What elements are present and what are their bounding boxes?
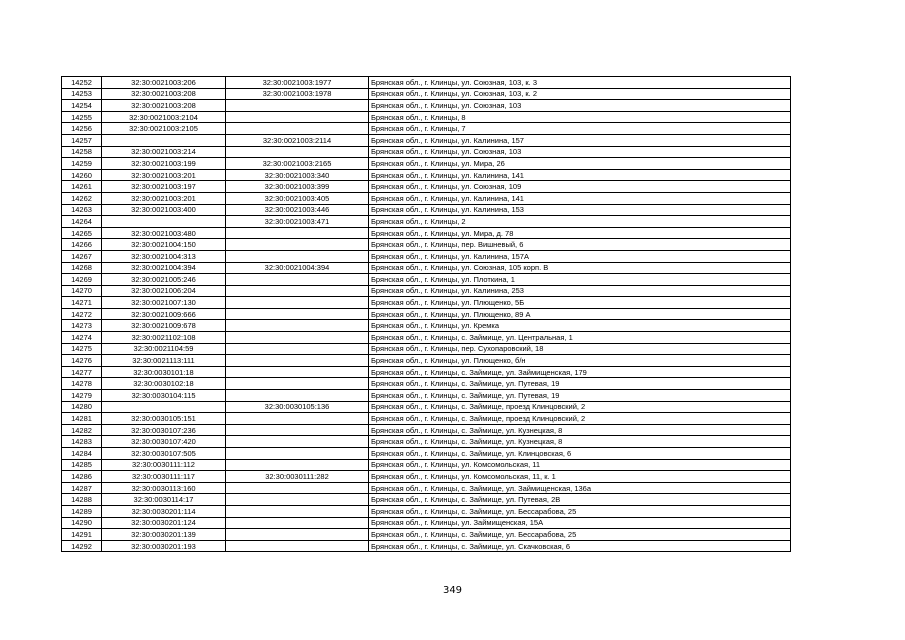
address-cell: Брянская обл., г. Клинцы, ул. Кремка <box>369 320 791 332</box>
address-cell: Брянская обл., г. Клинцы, ул. Комсомольская, 11, к. 1 <box>369 471 791 483</box>
related-cadastral-number-cell <box>226 297 369 309</box>
registry-table-body <box>62 77 791 552</box>
related-cadastral-number-cell <box>226 436 369 448</box>
related-cadastral-number-cell: 32:30:0021003:446 <box>226 204 369 216</box>
cadastral-number-cell: 32:30:0021007:130 <box>102 297 226 309</box>
address-cell: Брянская обл., г. Клинцы, с. Займище, ул. Клинцовская, 6 <box>369 448 791 460</box>
page-number: 349 <box>442 585 463 596</box>
row-number-cell: 14286 <box>62 471 102 483</box>
row-number-cell: 14278 <box>62 378 102 390</box>
related-cadastral-number-cell: 32:30:0021004:394 <box>226 262 369 274</box>
cadastral-number-cell: 32:30:0021003:480 <box>102 227 226 239</box>
table-row <box>62 540 791 552</box>
address-cell: Брянская обл., г. Клинцы, с. Займище, ул. Кузнецкая, 8 <box>369 424 791 436</box>
address-cell: Брянская обл., г. Клинцы, с. Займище, проезд Клинцовский, 2 <box>369 401 791 413</box>
related-cadastral-number-cell <box>226 378 369 390</box>
cadastral-number-cell: 32:30:0021004:313 <box>102 250 226 262</box>
cadastral-number-cell: 32:30:0021003:208 <box>102 88 226 100</box>
cadastral-number-cell: 32:30:0030201:124 <box>102 517 226 529</box>
address-cell: Брянская обл., г. Клинцы, с. Займище, ул. Займищенская, 179 <box>369 366 791 378</box>
address-cell: Брянская обл., г. Клинцы, с. Займище, ул. Путевая, 2В <box>369 494 791 506</box>
address-cell: Брянская обл., г. Клинцы, 8 <box>369 111 791 123</box>
cadastral-number-cell: 32:30:0021003:201 <box>102 169 226 181</box>
row-number-cell: 14257 <box>62 134 102 146</box>
address-cell: Брянская обл., г. Клинцы, с. Займище, ул. Бессарабова, 25 <box>369 529 791 541</box>
cadastral-number-cell: 32:30:0030111:117 <box>102 471 226 483</box>
table-row <box>62 332 791 344</box>
cadastral-number-cell: 32:30:0021009:666 <box>102 308 226 320</box>
table-row <box>62 320 791 332</box>
table-row <box>62 111 791 123</box>
cadastral-number-cell: 32:30:0021005:246 <box>102 274 226 286</box>
cadastral-number-cell: 32:30:0021003:206 <box>102 77 226 89</box>
related-cadastral-number-cell <box>226 517 369 529</box>
row-number-cell: 14262 <box>62 192 102 204</box>
row-number-cell: 14254 <box>62 100 102 112</box>
cadastral-number-cell: 32:30:0021102:108 <box>102 332 226 344</box>
address-cell: Брянская обл., г. Клинцы, с. Займище, ул. Бессарабова, 25 <box>369 505 791 517</box>
related-cadastral-number-cell <box>226 505 369 517</box>
related-cadastral-number-cell <box>226 424 369 436</box>
address-cell: Брянская обл., г. Клинцы, ул. Плющенко, 5Б <box>369 297 791 309</box>
row-number-cell: 14258 <box>62 146 102 158</box>
cadastral-number-cell <box>102 134 226 146</box>
related-cadastral-number-cell <box>226 239 369 251</box>
row-number-cell: 14259 <box>62 158 102 170</box>
row-number-cell: 14263 <box>62 204 102 216</box>
table-row <box>62 459 791 471</box>
address-cell: Брянская обл., г. Клинцы, с. Займище, ул. Центральная, 1 <box>369 332 791 344</box>
table-row <box>62 123 791 135</box>
cadastral-number-cell <box>102 216 226 228</box>
cadastral-number-cell: 32:30:0021113:111 <box>102 355 226 367</box>
related-cadastral-number-cell <box>226 366 369 378</box>
address-cell: Брянская обл., г. Клинцы, ул. Калинина, 157 <box>369 134 791 146</box>
row-number-cell: 14280 <box>62 401 102 413</box>
cadastral-number-cell: 32:30:0021004:394 <box>102 262 226 274</box>
address-cell: Брянская обл., г. Клинцы, с. Займище, проезд Клинцовский, 2 <box>369 413 791 425</box>
cadastral-number-cell: 32:30:0030107:505 <box>102 448 226 460</box>
row-number-cell: 14276 <box>62 355 102 367</box>
related-cadastral-number-cell <box>226 123 369 135</box>
cadastral-number-cell: 32:30:0021009:678 <box>102 320 226 332</box>
address-cell: Брянская обл., г. Клинцы, ул. Союзная, 109 <box>369 181 791 193</box>
related-cadastral-number-cell <box>226 146 369 158</box>
table-row <box>62 494 791 506</box>
row-number-cell: 14253 <box>62 88 102 100</box>
address-cell: Брянская обл., г. Клинцы, ул. Мира, 26 <box>369 158 791 170</box>
related-cadastral-number-cell: 32:30:0021003:471 <box>226 216 369 228</box>
table-row <box>62 204 791 216</box>
table-row <box>62 100 791 112</box>
row-number-cell: 14275 <box>62 343 102 355</box>
cadastral-number-cell: 32:30:0021006:204 <box>102 285 226 297</box>
table-row <box>62 216 791 228</box>
table-row <box>62 181 791 193</box>
related-cadastral-number-cell <box>226 250 369 262</box>
cadastral-number-cell: 32:30:0021104:59 <box>102 343 226 355</box>
row-number-cell: 14261 <box>62 181 102 193</box>
table-row <box>62 158 791 170</box>
address-cell: Брянская обл., г. Клинцы, ул. Союзная, 103 <box>369 100 791 112</box>
address-cell: Брянская обл., г. Клинцы, 7 <box>369 123 791 135</box>
row-number-cell: 14255 <box>62 111 102 123</box>
related-cadastral-number-cell <box>226 227 369 239</box>
cadastral-number-cell: 32:30:0021003:400 <box>102 204 226 216</box>
row-number-cell: 14287 <box>62 482 102 494</box>
row-number-cell: 14266 <box>62 239 102 251</box>
related-cadastral-number-cell <box>226 332 369 344</box>
related-cadastral-number-cell <box>226 390 369 402</box>
related-cadastral-number-cell <box>226 413 369 425</box>
table-row <box>62 482 791 494</box>
table-row <box>62 227 791 239</box>
address-cell: Брянская обл., г. Клинцы, ул. Плоткина, 1 <box>369 274 791 286</box>
row-number-cell: 14288 <box>62 494 102 506</box>
address-cell: Брянская обл., г. Клинцы, ул. Калинина, 157А <box>369 250 791 262</box>
row-number-cell: 14289 <box>62 505 102 517</box>
row-number-cell: 14281 <box>62 413 102 425</box>
row-number-cell: 14274 <box>62 332 102 344</box>
cadastral-number-cell: 32:30:0021003:199 <box>102 158 226 170</box>
related-cadastral-number-cell: 32:30:0021003:1978 <box>226 88 369 100</box>
table-row <box>62 343 791 355</box>
address-cell: Брянская обл., г. Клинцы, ул. Комсомольская, 11 <box>369 459 791 471</box>
address-cell: Брянская обл., г. Клинцы, ул. Калинина, 253 <box>369 285 791 297</box>
table-row <box>62 436 791 448</box>
cadastral-number-cell: 32:30:0021004:150 <box>102 239 226 251</box>
registry-table <box>61 76 791 552</box>
address-cell: Брянская обл., г. Клинцы, ул. Союзная, 103, к. 3 <box>369 77 791 89</box>
row-number-cell: 14290 <box>62 517 102 529</box>
table-row <box>62 366 791 378</box>
cadastral-number-cell: 32:30:0021003:197 <box>102 181 226 193</box>
address-cell: Брянская обл., г. Клинцы, с. Займище, ул. Путевая, 19 <box>369 378 791 390</box>
cadastral-number-cell: 32:30:0021003:214 <box>102 146 226 158</box>
address-cell: Брянская обл., г. Клинцы, ул. Плющенко, 89 А <box>369 308 791 320</box>
related-cadastral-number-cell: 32:30:0030111:282 <box>226 471 369 483</box>
row-number-cell: 14264 <box>62 216 102 228</box>
row-number-cell: 14260 <box>62 169 102 181</box>
address-cell: Брянская обл., г. Клинцы, ул. Союзная, 105 корп. В <box>369 262 791 274</box>
related-cadastral-number-cell <box>226 529 369 541</box>
cadastral-number-cell: 32:30:0030201:193 <box>102 540 226 552</box>
table-row <box>62 262 791 274</box>
row-number-cell: 14271 <box>62 297 102 309</box>
row-number-cell: 14291 <box>62 529 102 541</box>
address-cell: Брянская обл., г. Клинцы, с. Займище, ул. Путевая, 19 <box>369 390 791 402</box>
related-cadastral-number-cell: 32:30:0021003:340 <box>226 169 369 181</box>
address-cell: Брянская обл., г. Клинцы, с. Займище, ул. Займищенская, 136а <box>369 482 791 494</box>
table-row <box>62 378 791 390</box>
address-cell: Брянская обл., г. Клинцы, 2 <box>369 216 791 228</box>
related-cadastral-number-cell <box>226 482 369 494</box>
row-number-cell: 14252 <box>62 77 102 89</box>
related-cadastral-number-cell <box>226 308 369 320</box>
cadastral-number-cell: 32:30:0030107:236 <box>102 424 226 436</box>
table-row <box>62 308 791 320</box>
address-cell: Брянская обл., г. Клинцы, ул. Калинина, 141 <box>369 169 791 181</box>
table-row <box>62 471 791 483</box>
table-row <box>62 413 791 425</box>
related-cadastral-number-cell <box>226 285 369 297</box>
cadastral-number-cell: 32:30:0030107:420 <box>102 436 226 448</box>
table-row <box>62 192 791 204</box>
address-cell: Брянская обл., г. Клинцы, ул. Союзная, 103 <box>369 146 791 158</box>
address-cell: Брянская обл., г. Клинцы, ул. Займищенская, 15А <box>369 517 791 529</box>
table-row <box>62 448 791 460</box>
table-row <box>62 529 791 541</box>
address-cell: Брянская обл., г. Клинцы, ул. Союзная, 103, к. 2 <box>369 88 791 100</box>
row-number-cell: 14272 <box>62 308 102 320</box>
table-row <box>62 285 791 297</box>
table-row <box>62 517 791 529</box>
address-cell: Брянская обл., г. Клинцы, ул. Калинина, 153 <box>369 204 791 216</box>
table-row <box>62 505 791 517</box>
cadastral-number-cell: 32:30:0030111:112 <box>102 459 226 471</box>
address-cell: Брянская обл., г. Клинцы, пер. Вишневый, 6 <box>369 239 791 251</box>
row-number-cell: 14277 <box>62 366 102 378</box>
row-number-cell: 14256 <box>62 123 102 135</box>
address-cell: Брянская обл., г. Клинцы, ул. Мира, д. 78 <box>369 227 791 239</box>
row-number-cell: 14284 <box>62 448 102 460</box>
table-row <box>62 390 791 402</box>
related-cadastral-number-cell: 32:30:0021003:2114 <box>226 134 369 146</box>
related-cadastral-number-cell <box>226 459 369 471</box>
address-cell: Брянская обл., г. Клинцы, пер. Сухопаровский, 18 <box>369 343 791 355</box>
related-cadastral-number-cell: 32:30:0021003:405 <box>226 192 369 204</box>
row-number-cell: 14282 <box>62 424 102 436</box>
related-cadastral-number-cell <box>226 100 369 112</box>
related-cadastral-number-cell: 32:30:0030105:136 <box>226 401 369 413</box>
related-cadastral-number-cell <box>226 355 369 367</box>
related-cadastral-number-cell: 32:30:0021003:399 <box>226 181 369 193</box>
row-number-cell: 14279 <box>62 390 102 402</box>
address-cell: Брянская обл., г. Клинцы, с. Займище, ул. Скачковская, 6 <box>369 540 791 552</box>
address-cell: Брянская обл., г. Клинцы, ул. Калинина, 141 <box>369 192 791 204</box>
table-row <box>62 169 791 181</box>
row-number-cell: 14285 <box>62 459 102 471</box>
cadastral-number-cell: 32:30:0030201:139 <box>102 529 226 541</box>
related-cadastral-number-cell <box>226 320 369 332</box>
related-cadastral-number-cell <box>226 540 369 552</box>
cadastral-number-cell: 32:30:0030102:18 <box>102 378 226 390</box>
related-cadastral-number-cell <box>226 494 369 506</box>
related-cadastral-number-cell <box>226 448 369 460</box>
cadastral-number-cell: 32:30:0030104:115 <box>102 390 226 402</box>
row-number-cell: 14269 <box>62 274 102 286</box>
related-cadastral-number-cell: 32:30:0021003:2165 <box>226 158 369 170</box>
row-number-cell: 14267 <box>62 250 102 262</box>
address-cell: Брянская обл., г. Клинцы, с. Займище, ул. Кузнецкая, 8 <box>369 436 791 448</box>
row-number-cell: 14268 <box>62 262 102 274</box>
cadastral-number-cell: 32:30:0021003:2104 <box>102 111 226 123</box>
table-row <box>62 250 791 262</box>
table-row <box>62 146 791 158</box>
table-row <box>62 401 791 413</box>
table-row <box>62 239 791 251</box>
cadastral-number-cell: 32:30:0021003:201 <box>102 192 226 204</box>
related-cadastral-number-cell <box>226 111 369 123</box>
row-number-cell: 14273 <box>62 320 102 332</box>
row-number-cell: 14283 <box>62 436 102 448</box>
row-number-cell: 14270 <box>62 285 102 297</box>
table-row <box>62 297 791 309</box>
related-cadastral-number-cell: 32:30:0021003:1977 <box>226 77 369 89</box>
cadastral-number-cell <box>102 401 226 413</box>
cadastral-number-cell: 32:30:0021003:2105 <box>102 123 226 135</box>
table-row <box>62 424 791 436</box>
cadastral-number-cell: 32:30:0030105:151 <box>102 413 226 425</box>
address-cell: Брянская обл., г. Клинцы, ул. Плющенко, б/н <box>369 355 791 367</box>
cadastral-number-cell: 32:30:0030114:17 <box>102 494 226 506</box>
table-row <box>62 77 791 89</box>
table-row <box>62 134 791 146</box>
table-row <box>62 274 791 286</box>
cadastral-number-cell: 32:30:0030201:114 <box>102 505 226 517</box>
row-number-cell: 14292 <box>62 540 102 552</box>
table-row <box>62 355 791 367</box>
row-number-cell: 14265 <box>62 227 102 239</box>
cadastral-number-cell: 32:30:0030113:160 <box>102 482 226 494</box>
table-row <box>62 88 791 100</box>
related-cadastral-number-cell <box>226 343 369 355</box>
cadastral-number-cell: 32:30:0021003:208 <box>102 100 226 112</box>
related-cadastral-number-cell <box>226 274 369 286</box>
cadastral-number-cell: 32:30:0030101:18 <box>102 366 226 378</box>
